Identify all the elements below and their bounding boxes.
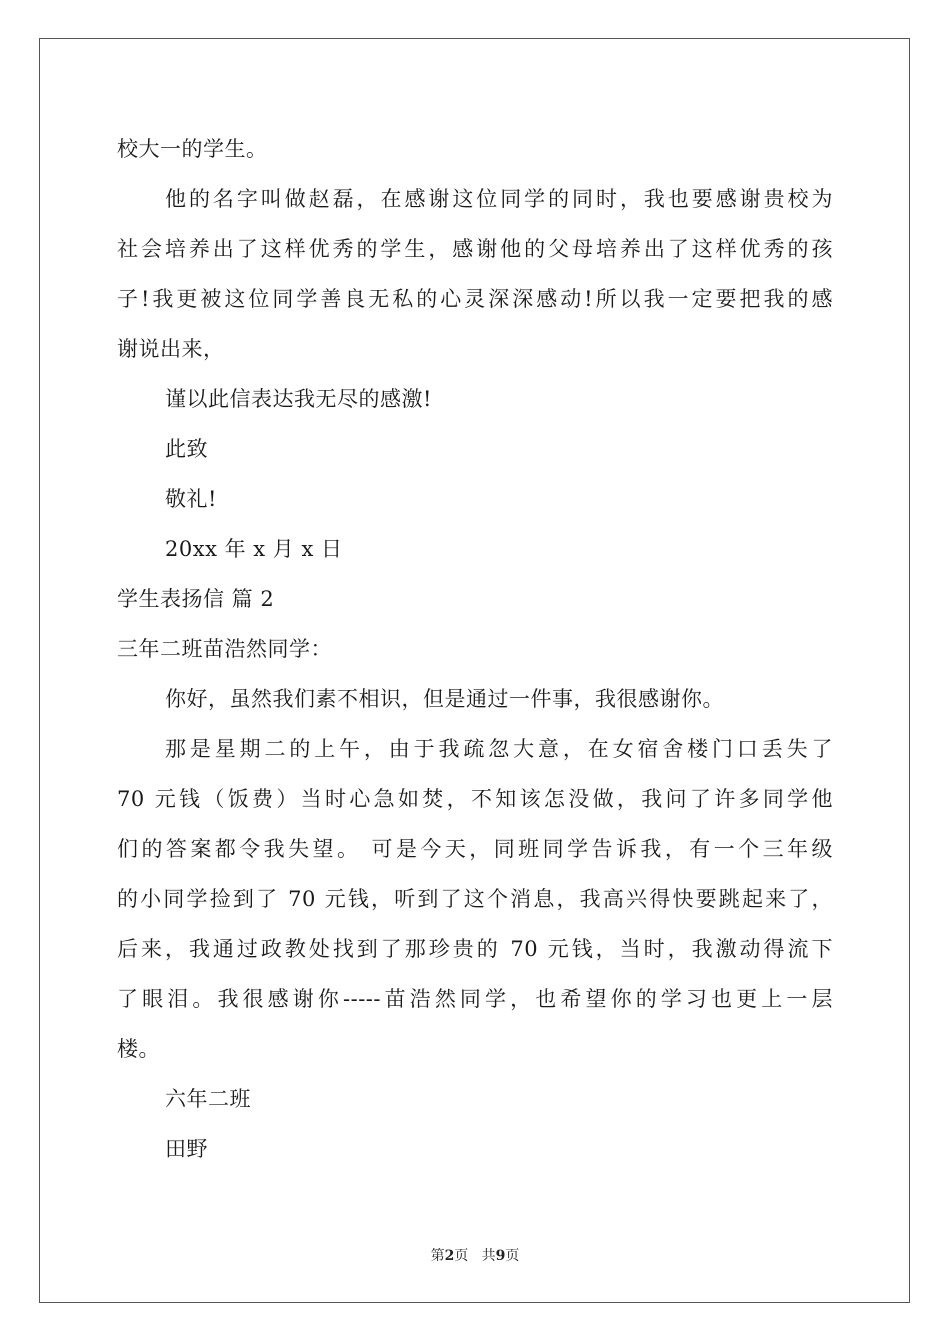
salutation: 三年二班苗浩然同学：	[117, 637, 332, 661]
text-line-2: 他的名字叫做赵磊，在感谢这位同学的同时，我也要感谢贵校为	[165, 187, 833, 211]
page-prefix: 第	[430, 1248, 445, 1264]
text-line-16: 的小同学捡到了 70 元钱，听到了这个消息，我高兴得快要跳起来了，	[117, 887, 833, 911]
text-line-7: 此致	[165, 437, 208, 461]
text-line-5: 谢说出来，	[117, 337, 225, 361]
text-line-19: 楼。	[117, 1037, 160, 1061]
text-line-14: 70 元钱（饭费）当时心急如焚，不知该怎没做，我问了许多同学他	[117, 787, 833, 811]
text-line-17: 后来，我通过政教处找到了那珍贵的 70 元钱，当时，我激动得流下	[117, 937, 833, 961]
text-line-6: 谨以此信表达我无尽的感激!	[165, 387, 432, 411]
page-suffix: 页	[454, 1248, 469, 1264]
text-line-15: 们的答案都令我失望。 可是今天，同班同学告诉我，有一个三年级	[117, 837, 833, 861]
page-footer	[0, 1247, 950, 1265]
total-prefix: 共	[481, 1248, 496, 1264]
section-heading: 学生表扬信 篇 2	[117, 587, 275, 611]
text-line-1: 校大一的学生。	[117, 137, 268, 161]
text-line-4: 子!我更被这位同学善良无私的心灵深深感动!所以我一定要把我的感	[117, 287, 833, 311]
signature-class: 六年二班	[165, 1087, 251, 1111]
text-line-13: 那是星期二的上午，由于我疏忽大意，在女宿舍楼门口丢失了	[165, 737, 833, 761]
text-line-18: 了眼泪。我很感谢你-----苗浩然同学，也希望你的学习也更上一层	[117, 987, 833, 1011]
total-suffix: 页	[505, 1248, 520, 1264]
total-pages-number: 9	[495, 1248, 506, 1264]
current-page-number: 2	[444, 1248, 455, 1264]
text-line-12: 你好，虽然我们素不相识，但是通过一件事，我很感谢你。	[165, 687, 724, 711]
signature-name: 田野	[165, 1137, 208, 1161]
text-line-8: 敬礼!	[165, 487, 217, 511]
date-line: 20xx 年 x 月 x 日	[165, 537, 343, 561]
text-line-3: 社会培养出了这样优秀的学生，感谢他的父母培养出了这样优秀的孩	[117, 237, 833, 261]
